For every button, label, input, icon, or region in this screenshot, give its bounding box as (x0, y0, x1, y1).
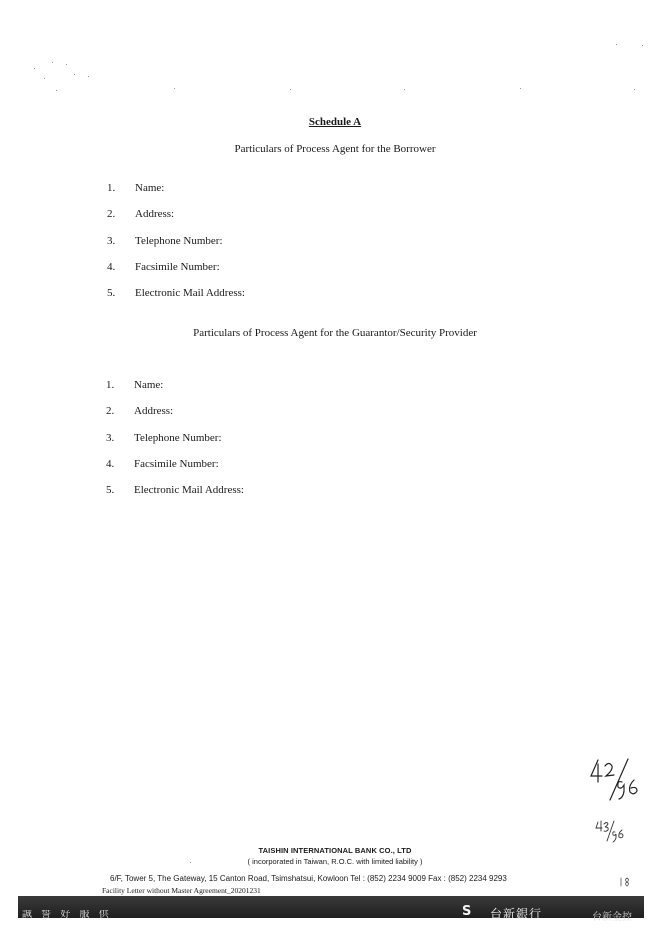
handwritten-side-mark (618, 876, 632, 888)
footer-facility-reference: Facility Letter without Master Agreement_20201231 (102, 886, 261, 895)
item-label: Address: (135, 208, 175, 220)
item-number: 3. (106, 432, 115, 444)
handwritten-page-count-small (595, 818, 627, 844)
item-number: 5. (107, 287, 116, 299)
item-number: 4. (107, 261, 116, 273)
banner-holding-name: 台新金控 (592, 912, 632, 923)
item-label: Facsimile Number: (134, 458, 219, 470)
item-number: 2. (107, 208, 116, 220)
borrower-section-heading: Particulars of Process Agent for the Borrower (234, 143, 436, 155)
bottom-banner (18, 896, 644, 918)
footer-incorporation: ( incorporated in Taiwan, R.O.C. with limited liability ) (247, 857, 423, 866)
item-number: 5. (106, 484, 115, 496)
banner-left-text: 誠 誓 好 服 供 (22, 910, 112, 918)
item-number: 4. (106, 458, 115, 470)
item-number: 1. (107, 182, 116, 194)
item-label: Telephone Number: (135, 235, 223, 247)
item-label: Name: (134, 379, 164, 391)
item-number: 2. (106, 405, 115, 417)
guarantor-section-heading: Particulars of Process Agent for the Guarantor/Security Provider (193, 327, 477, 339)
item-label: Telephone Number: (134, 432, 222, 444)
footer-bank-name: TAISHIN INTERNATIONAL BANK CO., LTD (258, 846, 412, 855)
item-label: Electronic Mail Address: (134, 484, 244, 496)
bank-logo-icon: S (462, 904, 472, 919)
banner-bank-name: 台新銀行 (490, 907, 543, 921)
footer-address: 6/F, Tower 5, The Gateway, 15 Canton Road, Tsimshatsui, Kowloon Tel : (852) 2234 9009 Fax : (852) 2234 9293 (110, 874, 507, 883)
item-number: 3. (107, 235, 116, 247)
schedule-title: Schedule A (308, 116, 362, 128)
item-label: Name: (135, 182, 165, 194)
item-label: Facsimile Number: (135, 261, 220, 273)
item-number: 1. (106, 379, 115, 391)
item-label: Electronic Mail Address: (135, 287, 245, 299)
handwritten-page-count-large (588, 756, 646, 804)
item-label: Address: (134, 405, 174, 417)
